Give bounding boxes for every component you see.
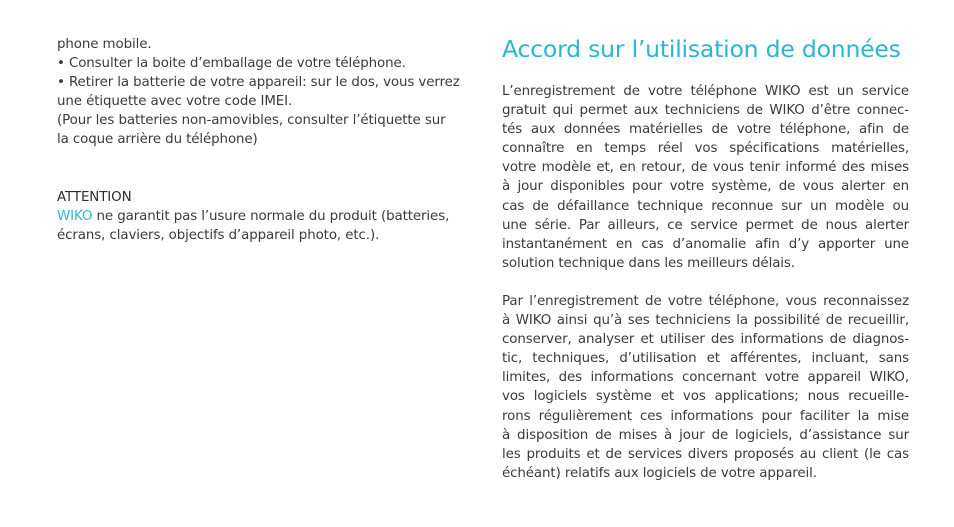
brand-name: WIKO [57, 209, 93, 225]
text-line: une étiquette avec votre code IMEI. [57, 94, 293, 110]
paragraph-line: connaître en temps réel vos spécifications matérielles, [502, 141, 909, 157]
attention-section [57, 188, 465, 245]
attention-line: écrans, claviers, objectifs d’appareil photo, etc.). [57, 228, 380, 244]
text-line: phone mobile. [57, 37, 152, 52]
paragraph-line: conserver, analyser et utiliser des informations de diagnos- [502, 332, 909, 348]
bullet-item: • Retirer la batterie de votre appareil: sur le dos, vous verrez [57, 75, 460, 91]
paragraph-line: à WIKO ainsi qu’à ses techniciens la possibilité de recueillir, [502, 313, 909, 329]
paragraph-line: les produits et de services divers proposés au client (le cas [502, 446, 909, 462]
paragraph-line: une série. Par ailleurs, ce service permet de nous alerter [502, 217, 909, 233]
paragraph-line: Par l’enregistrement de votre téléphone, vous reconnaissez [502, 294, 909, 309]
paragraph-line: à disposition de mises à jour de logiciels, d’assistance sur [502, 427, 909, 443]
paragraph-consent [502, 292, 909, 483]
text-line: (Pour les batteries non-amovibles, consulter l’étiquette sur [57, 113, 446, 129]
paragraph-line: rons régulièrement ces informations pour faciliter la mise [502, 408, 909, 424]
paragraph-line: vos logiciels système et vos applications; nous recueille- [502, 389, 909, 405]
attention-text: ne garantit pas l’usure normale du produit (batteries, [92, 209, 450, 225]
paragraph-line: gratuit qui permet aux techniciens de WIKO d’être connec- [502, 103, 909, 119]
paragraph-line: tés aux données matérielles de votre téléphone, afin de [502, 122, 909, 138]
paragraph-line: votre modèle et, en retour, de vous tenir informé des mises [502, 160, 909, 176]
paragraph-line: limites, des informations concernant votre appareil WIKO, [502, 370, 909, 386]
paragraph-line: instantanément en cas d’anomalie afin d’y apporter une [502, 236, 909, 252]
section-heading: Accord sur l’utilisation de données [502, 35, 901, 63]
paragraph-line: échéant) relatifs aux logiciels de votre appareil. [502, 465, 817, 481]
paragraph-line: à jour disponibles pour votre système, de vous alerter en [502, 179, 909, 195]
paragraph-line: tic, techniques, d’utilisation et afférentes, incluant, sans [502, 351, 909, 367]
imei-instructions [57, 35, 465, 150]
paragraph-line: L’enregistrement de votre téléphone WIKO est un service [502, 84, 909, 99]
paragraph-line: solution technique dans les meilleurs délais. [502, 255, 795, 271]
paragraph-line: cas de défaillance technique reconnue sur un modèle ou [502, 198, 909, 214]
paragraph-registration [502, 82, 909, 273]
attention-title: ATTENTION [57, 190, 132, 205]
text-line: la coque arrière du téléphone) [57, 132, 258, 148]
attention-line [57, 207, 465, 226]
bullet-item: • Consulter la boite d’emballage de votre téléphone. [57, 56, 406, 72]
